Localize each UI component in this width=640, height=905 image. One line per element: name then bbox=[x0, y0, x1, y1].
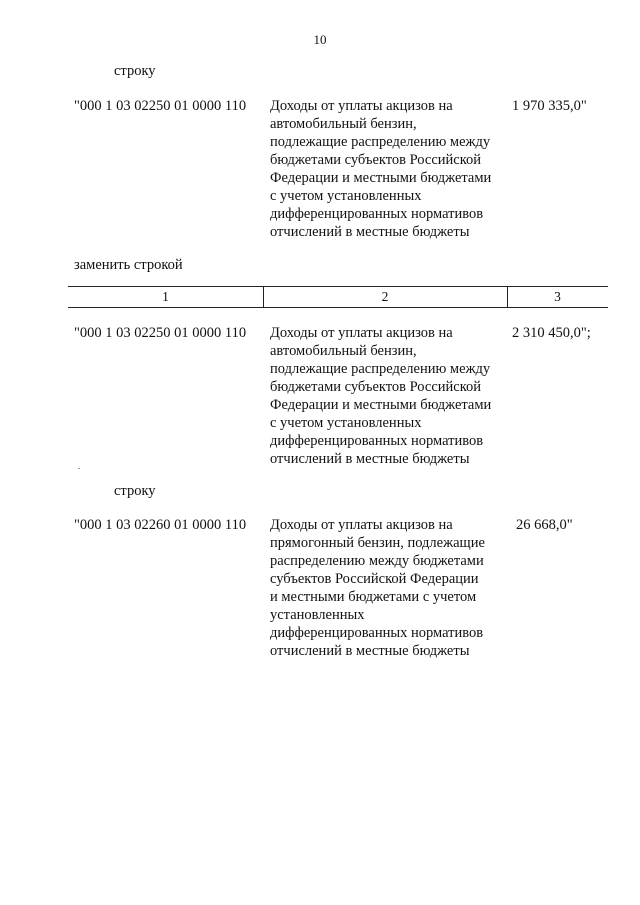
label-stroku-second: строку bbox=[114, 483, 156, 499]
row-amount-third: 26 668,0" bbox=[516, 517, 573, 533]
header-col-3: 3 bbox=[554, 289, 561, 304]
page-number: 10 bbox=[313, 32, 327, 47]
desc-line: подлежащие распределению между bbox=[270, 134, 491, 150]
row-code-second: "000 1 03 02250 01 0000 110 bbox=[74, 325, 247, 341]
scan-speck bbox=[78, 468, 80, 469]
desc-line: бюджетами субъектов Российской bbox=[270, 379, 482, 395]
table-column-header bbox=[68, 286, 608, 308]
row-code-third: "000 1 03 02260 01 0000 110 bbox=[74, 517, 247, 533]
header-col-2: 2 bbox=[381, 289, 389, 304]
desc-line: дифференцированных нормативов bbox=[270, 625, 484, 641]
row-amount-first: 1 970 335,0" bbox=[512, 98, 587, 114]
desc-line: субъектов Российской Федерации bbox=[270, 571, 479, 587]
desc-line: распределению между бюджетами bbox=[270, 553, 484, 569]
desc-line: автомобильный бензин, bbox=[270, 116, 417, 132]
desc-line: подлежащие распределению между bbox=[270, 361, 491, 377]
desc-line: бюджетами субъектов Российской bbox=[270, 152, 482, 168]
desc-line: дифференцированных нормативов bbox=[270, 433, 484, 449]
desc-line: с учетом установленных bbox=[270, 188, 422, 204]
desc-line: дифференцированных нормативов bbox=[270, 206, 484, 222]
desc-line: автомобильный бензин, bbox=[270, 343, 417, 359]
row-description-first bbox=[270, 97, 510, 241]
desc-line: Федерации и местными бюджетами bbox=[270, 397, 492, 413]
label-stroku-first: строку bbox=[114, 63, 156, 79]
desc-line: и местными бюджетами с учетом bbox=[270, 589, 477, 605]
header-col-1: 1 bbox=[162, 289, 169, 304]
row-amount-second: 2 310 450,0"; bbox=[512, 325, 591, 341]
desc-line: Доходы от уплаты акцизов на bbox=[270, 325, 453, 341]
label-replace: заменить строкой bbox=[74, 257, 183, 273]
desc-line: Доходы от уплаты акцизов на bbox=[270, 517, 453, 533]
desc-line: отчислений в местные бюджеты bbox=[270, 224, 470, 240]
desc-line: установленных bbox=[270, 607, 365, 623]
desc-line: прямогонный бензин, подлежащие bbox=[270, 535, 485, 551]
header-rule-top bbox=[68, 286, 608, 287]
desc-line: отчислений в местные бюджеты bbox=[270, 643, 470, 659]
desc-line: Доходы от уплаты акцизов на bbox=[270, 98, 453, 114]
desc-line: с учетом установленных bbox=[270, 415, 422, 431]
desc-line: отчислений в местные бюджеты bbox=[270, 451, 470, 467]
desc-line: Федерации и местными бюджетами bbox=[270, 170, 492, 186]
row-description-second bbox=[270, 324, 510, 468]
row-code-first: "000 1 03 02250 01 0000 110 bbox=[74, 98, 247, 114]
header-rule-bottom bbox=[68, 307, 608, 308]
row-description-third bbox=[270, 516, 510, 660]
